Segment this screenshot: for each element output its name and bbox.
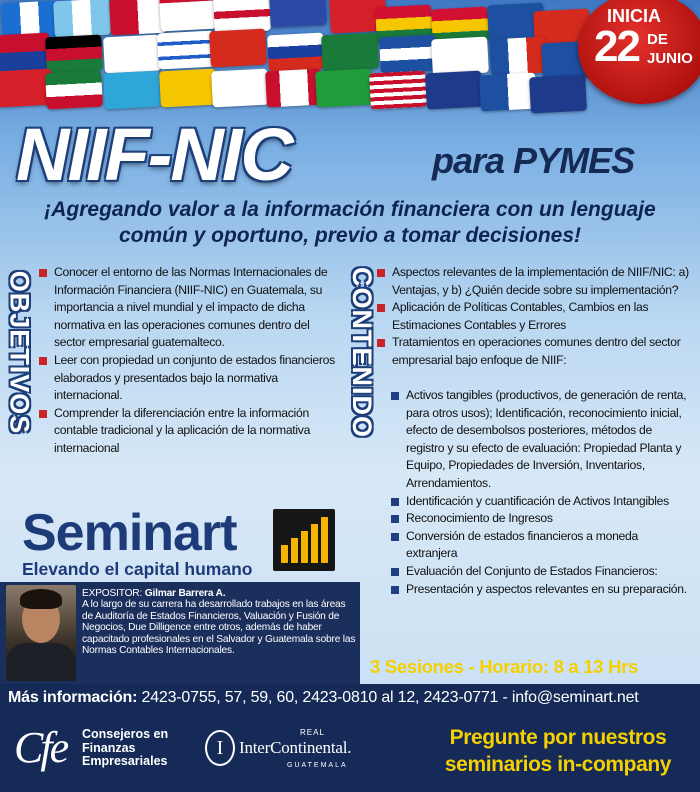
badge-day: 22: [594, 22, 639, 71]
intercontinental-emblem-icon: I: [205, 730, 235, 766]
list-item: Identificación y cuantificación de Activos Intangibles: [390, 493, 692, 511]
contact-details[interactable]: 2423-0755, 57, 59, 60, 2423-0810 al 12, 2423-0771 - info@seminart.net: [137, 689, 639, 706]
expositor-text: [82, 588, 356, 656]
badge-month: DE JUNIO: [647, 31, 693, 67]
objetivos-list: [38, 264, 338, 458]
brand-tagline: Elevando el capital humano: [22, 559, 253, 579]
list-item: Presentación y aspectos relevantes en su preparación.: [390, 581, 692, 599]
flag-icon: [265, 69, 323, 108]
list-item: Evaluación del Conjunto de Estados Financieros:: [390, 563, 692, 581]
flag-icon: [379, 35, 437, 74]
list-item: Comprender la diferenciación entre la información contable tradicional y la aplicación de la normativa internacional: [38, 405, 338, 458]
flag-icon: [529, 75, 587, 114]
flag-icon: [103, 35, 161, 74]
flag-icon: [431, 37, 489, 76]
flag-icon: [159, 0, 217, 31]
list-item: Tratamientos en operaciones comunes dentro del sector empresarial bajo enfoque de NIIF:: [376, 334, 692, 369]
flag-icon: [315, 69, 373, 108]
flag-icon: [489, 37, 547, 76]
list-item: Conversión de estados financieros a moneda extranjera: [390, 528, 692, 563]
expositor-photo: [6, 585, 76, 681]
list-item: Leer con propiedad un conjunto de estados financieros elaborados y presentados bajo la normativa internacional.: [38, 352, 338, 405]
flag-icon: [109, 0, 167, 35]
list-item: Reconocimiento de Ingresos: [390, 510, 692, 528]
contenido-label: CONTENIDO: [346, 266, 377, 438]
tagline: ¡Agregando valor a la información financiera con un lenguaje común y oportuno, previo a tomar decisiones!: [44, 198, 656, 247]
objetivos-label: OBJETIVOS: [4, 270, 35, 434]
flag-icon: [45, 71, 103, 110]
expositor-name: Gilmar Barrera A.: [144, 588, 226, 599]
hotel-name: InterContinental.: [239, 738, 352, 757]
list-item: Activos tangibles (productivos, de generación de renta, para otros usos); Identificación, reconocimiento inicial, efecto de desembolsos posteriores, métodos de registro y su efecto de evaluación: Propiedad Planta y Equipo, Propiedades de Inversión, Inventarios, Arrendamientos.: [390, 387, 692, 493]
seminart-logo: [22, 505, 252, 580]
flag-icon: [0, 33, 51, 72]
cfe-logo: Cfe: [14, 723, 67, 772]
flag-icon: [369, 71, 427, 110]
contenido-sublist: [376, 387, 692, 598]
cfe-name: Consejeros en Finanzas Empresariales: [82, 727, 169, 768]
expositor-bio: A lo largo de su carrera ha desarrollado trabajos en las áreas de Auditoría de Estados Financieros, Valuación y Fusión de Negocios, Due Dilligence entre otros, además de haber capacitado profesionales en el Salvador y Guatemala sobre las Normas Contables Internacionales.: [82, 599, 356, 657]
brand-name: Seminart: [22, 504, 237, 562]
list-item: Conocer el entorno de las Normas Internacionales de Información Financiera (NIIF-NIC) en Guatemala, su importancia a nivel mundial y el impacto de dicha normativa en las operaciones comunes dentro del sector empresarial guatemalteco.: [38, 264, 338, 352]
sessions-schedule: 3 Sesiones - Horario: 8 a 13 Hrs: [370, 656, 639, 677]
flag-icon: [211, 69, 269, 108]
hotel-real-label: REAL: [300, 728, 325, 737]
flag-icon: [159, 69, 217, 108]
in-company-cta: Pregunte por nuestros seminarios in-company: [444, 726, 672, 776]
list-item: Aspectos relevantes de la implementación de NIIF/NIC: a) Ventajas, y b) ¿Quién decide sobre su implementación?: [376, 264, 692, 299]
bar-chart-icon: [273, 509, 335, 571]
contenido-list: [376, 264, 692, 370]
main-title: NIIF-NIC: [16, 113, 292, 196]
flag-icon: [269, 0, 327, 27]
flag-icon: [321, 33, 379, 72]
subtitle: para PYMES: [432, 140, 635, 181]
hotel-city: GUATEMALA: [287, 762, 348, 769]
flag-icon: [209, 29, 267, 68]
flag-icon: [45, 35, 103, 74]
expositor-label: EXPOSITOR:: [82, 588, 143, 599]
list-item: Aplicación de Políticas Contables, Cambios en las Estimaciones Contables y Errores: [376, 299, 692, 334]
flag-icon: [479, 73, 537, 112]
badge-starts-label: INICIA: [607, 6, 661, 26]
flag-icon: [53, 0, 111, 37]
flag-icon: [425, 71, 483, 110]
flag-icon: [103, 71, 161, 110]
flag-icon: [157, 31, 215, 70]
contact-info: Más información: 2423-0755, 57, 59, 60, 2423-0810 al 12, 2423-0771 - info@seminart.net: [8, 689, 639, 706]
flag-icon: [267, 33, 325, 72]
